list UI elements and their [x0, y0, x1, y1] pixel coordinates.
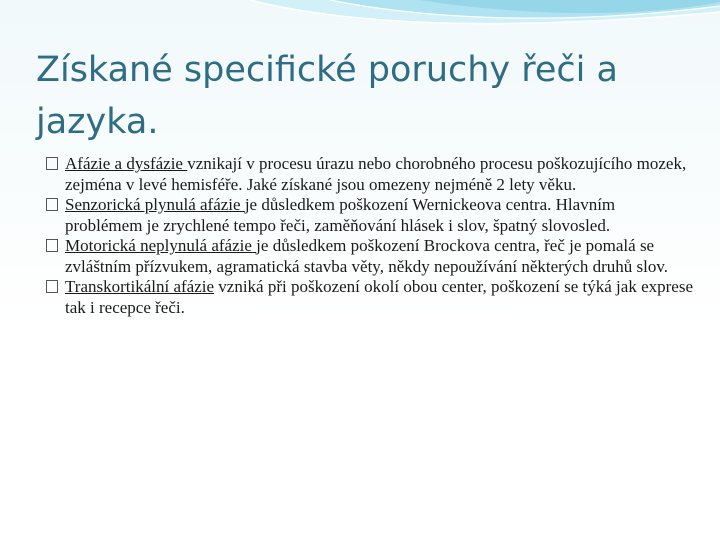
missing-glyph-bullet-icon — [46, 239, 58, 252]
slide-title: Získané specifické poruchy řeči a jazyka. — [36, 50, 618, 142]
missing-glyph-bullet-icon — [46, 198, 58, 211]
missing-glyph-bullet-icon — [46, 280, 58, 293]
bullet-item — [46, 154, 696, 195]
missing-glyph-bullet-icon — [46, 157, 58, 170]
bullet-term: Afázie a dysfázie — [65, 154, 188, 173]
bullet-item — [46, 195, 696, 236]
bullet-text: vzniká při poškození okolí obou center, poškození se týká jak exprese tak i recepce řeči. — [65, 277, 693, 317]
bullet-text: vznikají v procesu úrazu nebo chorobného procesu poškozujícího mozek, zejména v levé hemisféře. Jaké získané jsou omezeny nejméně 2 lety věku. — [65, 154, 687, 194]
bullet-term: Transkortikální afázie — [65, 277, 215, 296]
bullet-item — [46, 277, 696, 318]
bullet-list — [46, 154, 696, 318]
bullet-term: Senzorická plynulá afázie — [65, 195, 245, 214]
bullet-item — [46, 236, 696, 277]
bullet-term: Motorická neplynulá afázie — [65, 236, 257, 255]
bullet-text: je důsledkem poškození Brockova centra, řeč je pomalá se zvláštním přízvukem, agramatická stavba věty, někdy nepoužívání některých druhů slov. — [65, 236, 668, 276]
bullet-text: je důsledkem poškození Wernickeova centra. Hlavním problémem je zrychlené tempo řeči, zaměňování hlásek i slov, špatný slovosled. — [65, 195, 616, 235]
